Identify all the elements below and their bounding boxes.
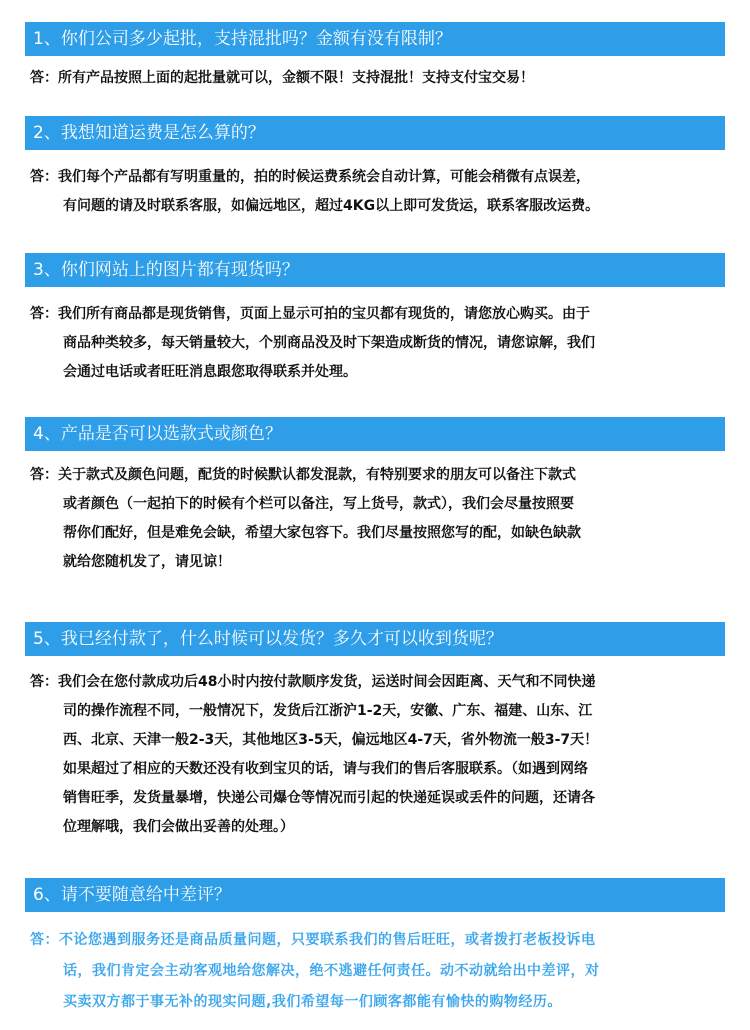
- answer-line: 商品种类较多，每天销量较大，个别商品没及时下架造成断货的情况，请您谅解，我们: [63, 335, 595, 351]
- faq-answer-3: [30, 300, 725, 387]
- faq-question-3: 3、你们网站上的图片都有现货吗？: [25, 253, 725, 287]
- faq-question-6: 6、请不要随意给中差评？: [25, 878, 725, 912]
- answer-line: 答：不论您遇到服务还是商品质量问题，只要联系我们的售后旺旺，或者拨打老板投诉电: [30, 932, 596, 948]
- faq-answer-5: [30, 668, 725, 842]
- answer-line: 有问题的请及时联系客服，如偏远地区，超过4KG以上即可发货运，联系客服改运费。: [63, 198, 600, 214]
- answer-line: 会通过电话或者旺旺消息跟您取得联系并处理。: [63, 364, 357, 380]
- answer-line: 销售旺季，发货量暴增，快递公司爆仓等情况而引起的快递延误或丢件的问题，还请各: [63, 790, 595, 806]
- answer-line: 答：我们所有商品都是现货销售，页面上显示可拍的宝贝都有现货的，请您放心购买。由于: [30, 306, 590, 322]
- faq-answer-2: [30, 163, 725, 221]
- answer-line: 如果超过了相应的天数还没有收到宝贝的话，请与我们的售后客服联系。（如遇到网络: [63, 761, 588, 777]
- answer-line: 西、北京、天津一般2-3天，其他地区3-5天，偏远地区4-7天，省外物流一般3-7天！: [63, 732, 599, 748]
- answer-line: 买卖双方都于事无补的现实问题,我们希望每一们顾客都能有愉快的购物经历。: [63, 994, 562, 1010]
- answer-line: 话，我们肯定会主动客观地给您解决，绝不逃避任何责任。动不动就给出中差评，对: [63, 963, 600, 979]
- answer-line: 答：我们每个产品都有写明重量的，拍的时候运费系统会自动计算，可能会稍微有点误差，: [30, 169, 590, 185]
- answer-line: 答：所有产品按照上面的起批量就可以，金额不限！支持混批！支持支付宝交易！: [30, 70, 534, 86]
- faq-question-4: 4、产品是否可以选款式或颜色？: [25, 417, 725, 451]
- answer-line: 位理解哦，我们会做出妥善的处理。）: [63, 819, 294, 835]
- answer-line: 答：我们会在您付款成功后48小时内按付款顺序发货，运送时间会因距离、天气和不同快递: [30, 674, 596, 690]
- faq-question-5: 5、我已经付款了，什么时候可以发货？多久才可以收到货呢？: [25, 622, 725, 656]
- answer-line: 答：关于款式及颜色问题，配货的时候默认都发混款，有特别要求的朋友可以备注下款式: [30, 467, 576, 483]
- answer-line: 帮你们配好，但是难免会缺，希望大家包容下。我们尽量按照您写的配，如缺色缺款: [63, 525, 581, 541]
- faq-question-2: 2、我想知道运费是怎么算的？: [25, 116, 725, 150]
- faq-answer-1: [30, 64, 725, 93]
- answer-line: 司的操作流程不同，一般情况下，发货后江浙沪1-2天，安徽、广东、福建、山东、江: [63, 703, 593, 719]
- answer-line: 就给您随机发了，请见谅！: [63, 554, 231, 570]
- answer-line: 或者颜色（一起拍下的时候有个栏可以备注，写上货号，款式），我们会尽量按照要: [63, 496, 574, 512]
- faq-answer-4: [30, 461, 725, 577]
- faq-question-1: 1、你们公司多少起批，支持混批吗？金额有没有限制？: [25, 22, 725, 56]
- faq-answer-6: [30, 925, 725, 1018]
